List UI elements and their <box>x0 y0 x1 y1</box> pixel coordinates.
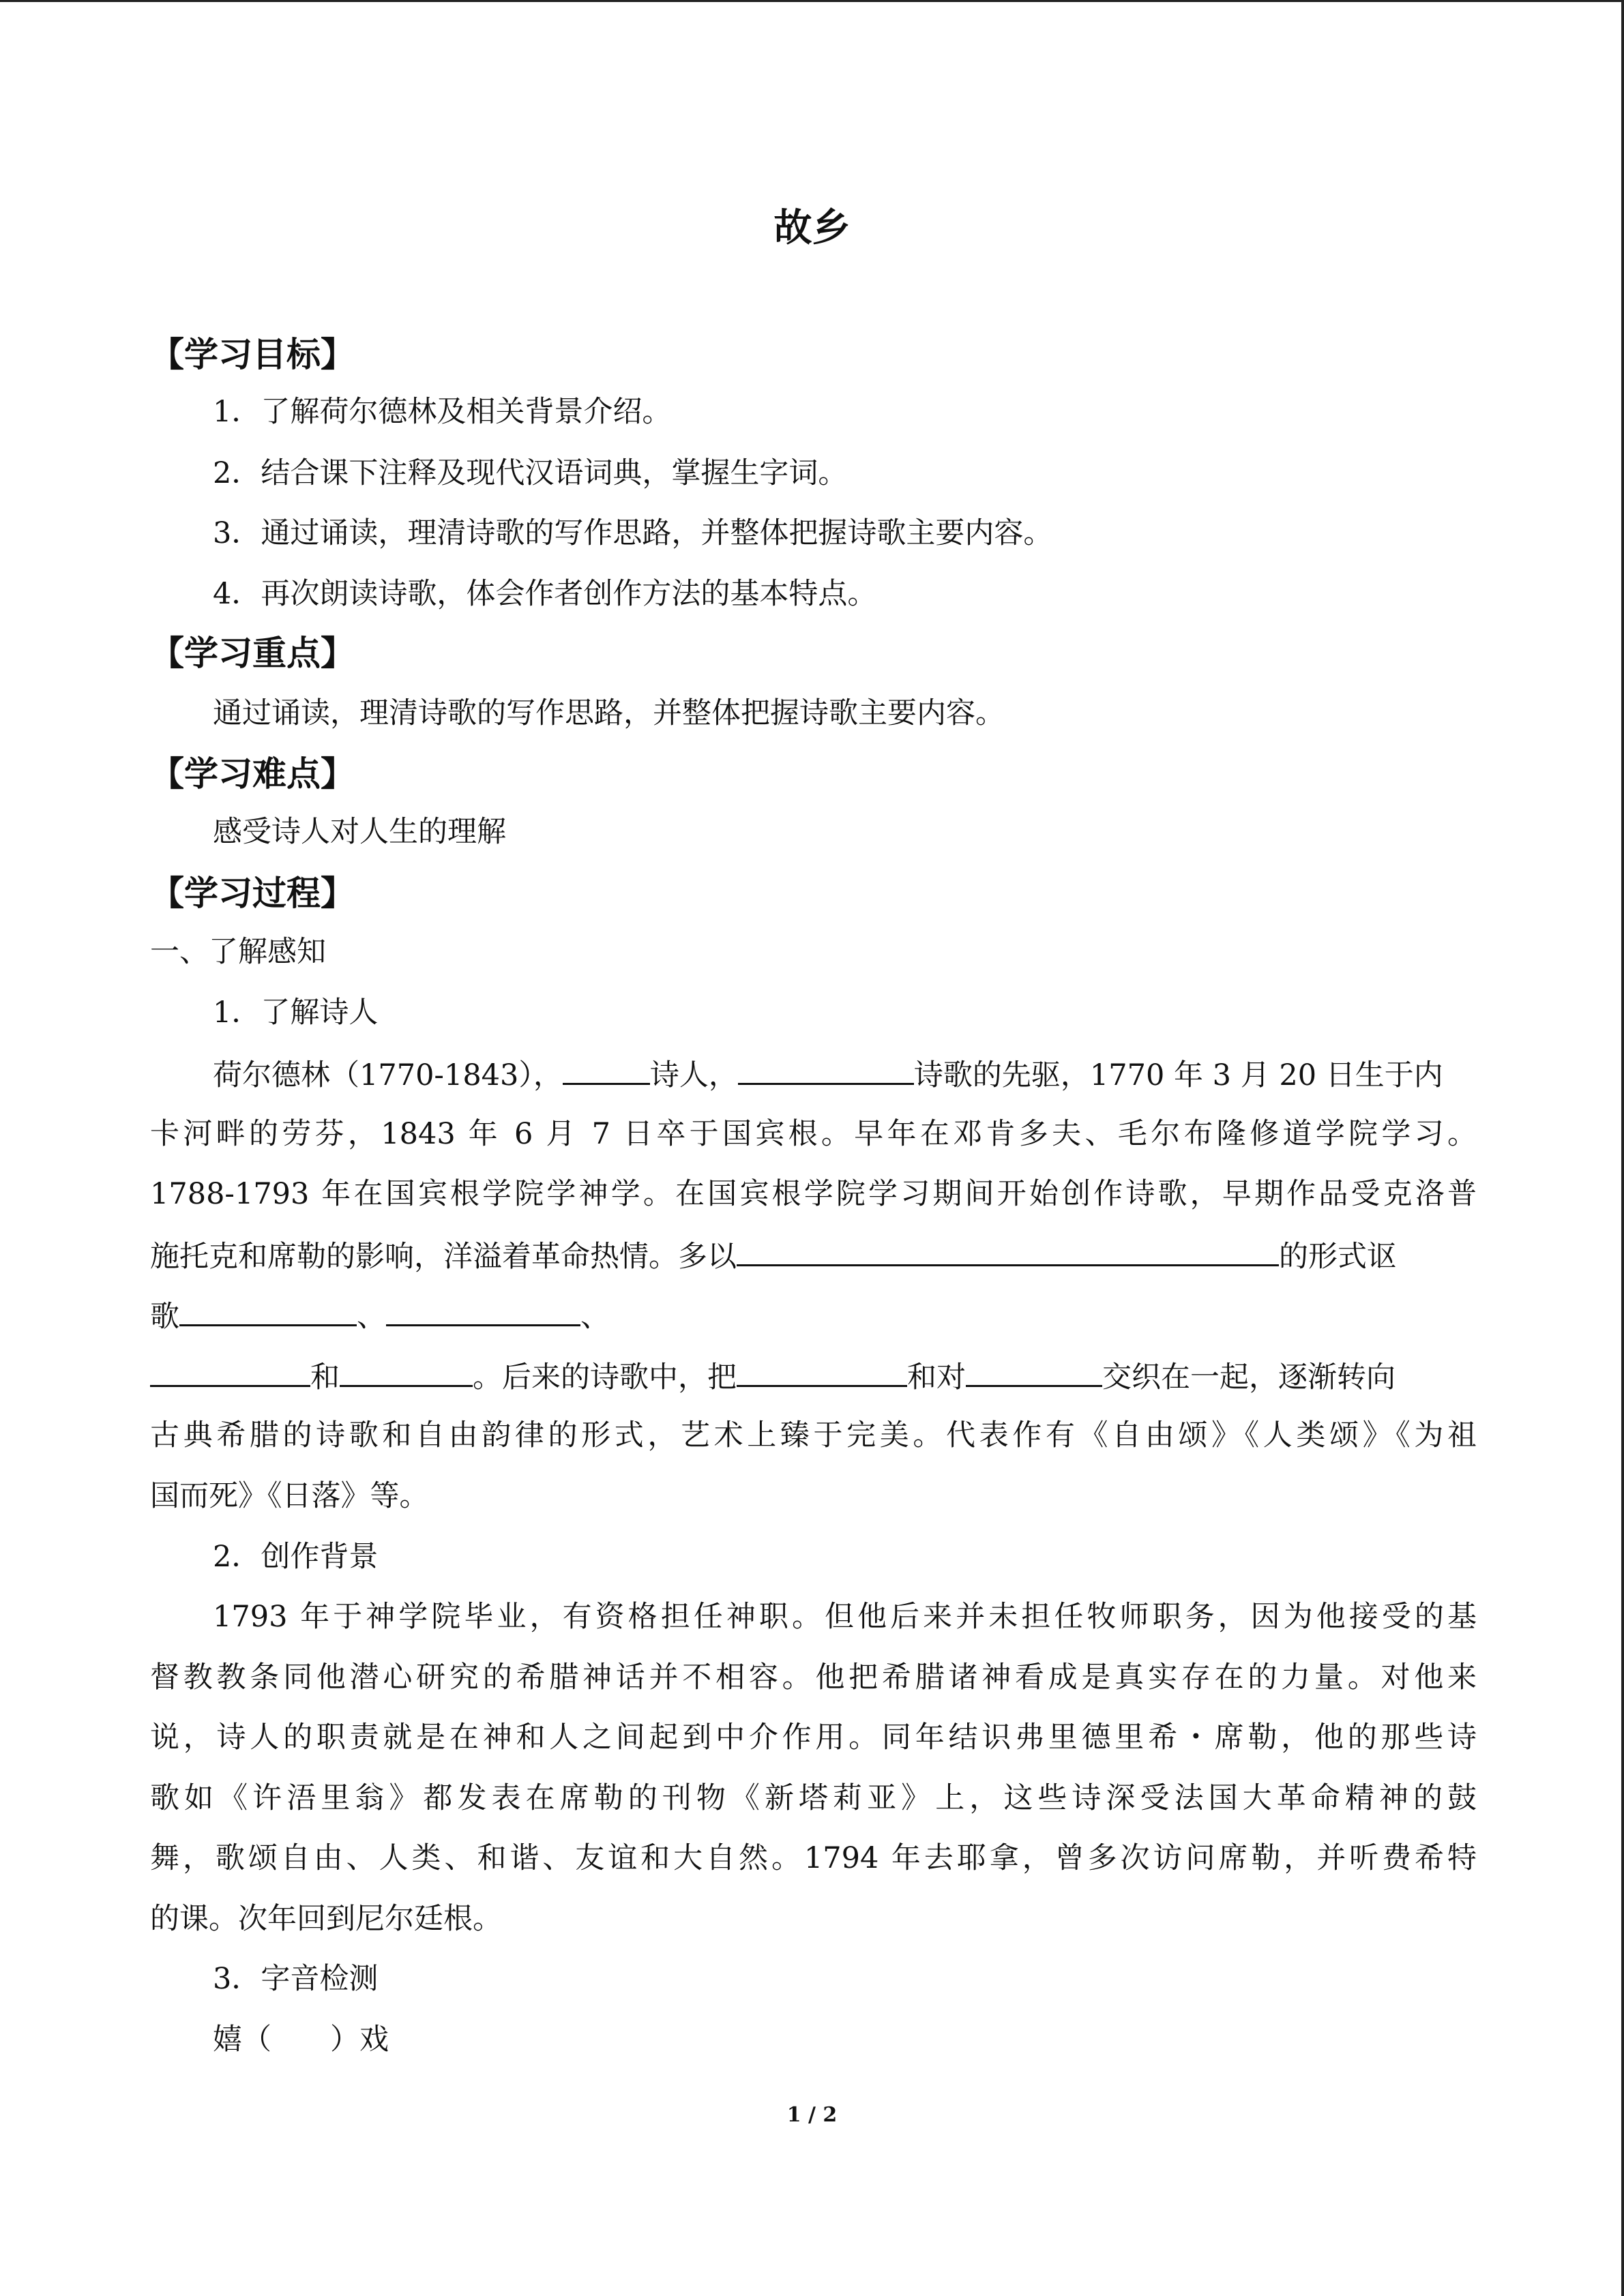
fill-blank[interactable] <box>737 1355 907 1387</box>
sub-heading: 1．了解诗人 <box>213 996 379 1030</box>
poet-paragraph-line: 古典希腊的诗歌和自由韵律的形式，艺术上臻于完美。代表作有《自由颂》《人类颂》《为祖 <box>150 1418 1477 1452</box>
poet-paragraph-line <box>150 1294 610 1337</box>
sub-heading: 2．创作背景 <box>213 1540 379 1574</box>
focus-text: 通过诵读，理清诗歌的写作思路，并整体把握诗歌主要内容。 <box>213 696 1005 730</box>
poet-paragraph-line: 1788-1793 年在国宾根学院学神学。在国宾根学院学习期间开始创作诗歌，早期作品受克洛普 <box>150 1177 1477 1211</box>
background-paragraph-line: 歌如《许浯里翁》都发表在席勒的刊物《新塔莉亚》上，这些诗深受法国大革命精神的鼓 <box>150 1781 1477 1815</box>
difficulty-text: 感受诗人对人生的理解 <box>213 815 506 849</box>
poet-text: 交织在一起，逐渐转向 <box>1102 1360 1396 1395</box>
fill-blank[interactable] <box>386 1294 580 1326</box>
poet-text: 。后来的诗歌中，把 <box>473 1360 737 1395</box>
poet-paragraph-line <box>150 1234 1396 1277</box>
objective-item: 1．了解荷尔德林及相关背景介绍。 <box>213 395 672 429</box>
objective-item: 4．再次朗读诗歌，体会作者创作方法的基本特点。 <box>213 577 877 611</box>
poet-paragraph-line: 国而死》《日落》等。 <box>150 1479 429 1513</box>
objectives-heading: 【学习目标】 <box>150 335 355 374</box>
poet-text: 和 <box>310 1360 340 1395</box>
poet-text: 诗歌的先驱，1770 年 3 月 20 日生于内 <box>913 1058 1443 1092</box>
background-paragraph-line: 说，诗人的职责就是在神和人之间起到中介作用。同年结识弗里德里希・席勒，他的那些诗 <box>150 1720 1477 1755</box>
process-heading: 【学习过程】 <box>150 874 355 913</box>
poet-text: 的形式讴 <box>1279 1240 1396 1274</box>
fill-blank[interactable] <box>738 1053 914 1085</box>
objective-item: 2．结合课下注释及现代汉语词典，掌握生字词。 <box>213 456 848 490</box>
objective-item: 3．通过诵读，理清诗歌的写作思路，并整体把握诗歌主要内容。 <box>213 516 1053 550</box>
fill-blank[interactable] <box>563 1053 650 1085</box>
background-paragraph-line: 的课。次年回到尼尔廷根。 <box>150 1902 502 1936</box>
poet-text: 诗人， <box>649 1058 738 1092</box>
part-heading: 一、了解感知 <box>150 935 326 969</box>
fill-blank[interactable] <box>966 1355 1102 1387</box>
background-paragraph-line: 督教教条同他潜心研究的希腊神话并不相容。他把希腊诸神看成是真实存在的力量。对他来 <box>150 1660 1477 1695</box>
fill-blank[interactable] <box>179 1294 357 1326</box>
poet-text: 、 <box>357 1300 386 1334</box>
fill-blank[interactable] <box>340 1355 473 1387</box>
sub-heading: 3．字音检测 <box>213 1962 379 1996</box>
page-number: 1 / 2 <box>786 2103 838 2127</box>
poet-text: 和对 <box>907 1360 966 1395</box>
poet-paragraph-line <box>213 1053 1443 1096</box>
page-title: 故乡 <box>773 206 851 250</box>
focus-heading: 【学习重点】 <box>150 633 355 673</box>
poet-text: 歌 <box>150 1300 179 1334</box>
difficulty-heading: 【学习难点】 <box>150 754 355 794</box>
poet-text: 荷尔德林（1770-1843）， <box>213 1058 563 1092</box>
poet-text: 施托克和席勒的影响，洋溢着革命热情。多以 <box>150 1240 737 1274</box>
poet-paragraph-line <box>150 1355 1396 1398</box>
pinyin-question: 嬉（ ）戏 <box>213 2023 389 2057</box>
fill-blank[interactable] <box>737 1234 1279 1266</box>
poet-text: 、 <box>580 1300 610 1334</box>
background-paragraph-line: 舞，歌颂自由、人类、和谐、友谊和大自然。1794 年去耶拿，曾多次访问席勒，并听费希特 <box>150 1841 1477 1875</box>
background-paragraph-line: 1793 年于神学院毕业，有资格担任神职。但他后来并未担任牧师职务，因为他接受的基 <box>213 1600 1477 1634</box>
fill-blank[interactable] <box>150 1355 310 1387</box>
poet-paragraph-line: 卡河畔的劳芬，1843 年 6 月 7 日卒于国宾根。早年在邓肯多夫、毛尔布隆修道学院学习。 <box>150 1117 1477 1151</box>
